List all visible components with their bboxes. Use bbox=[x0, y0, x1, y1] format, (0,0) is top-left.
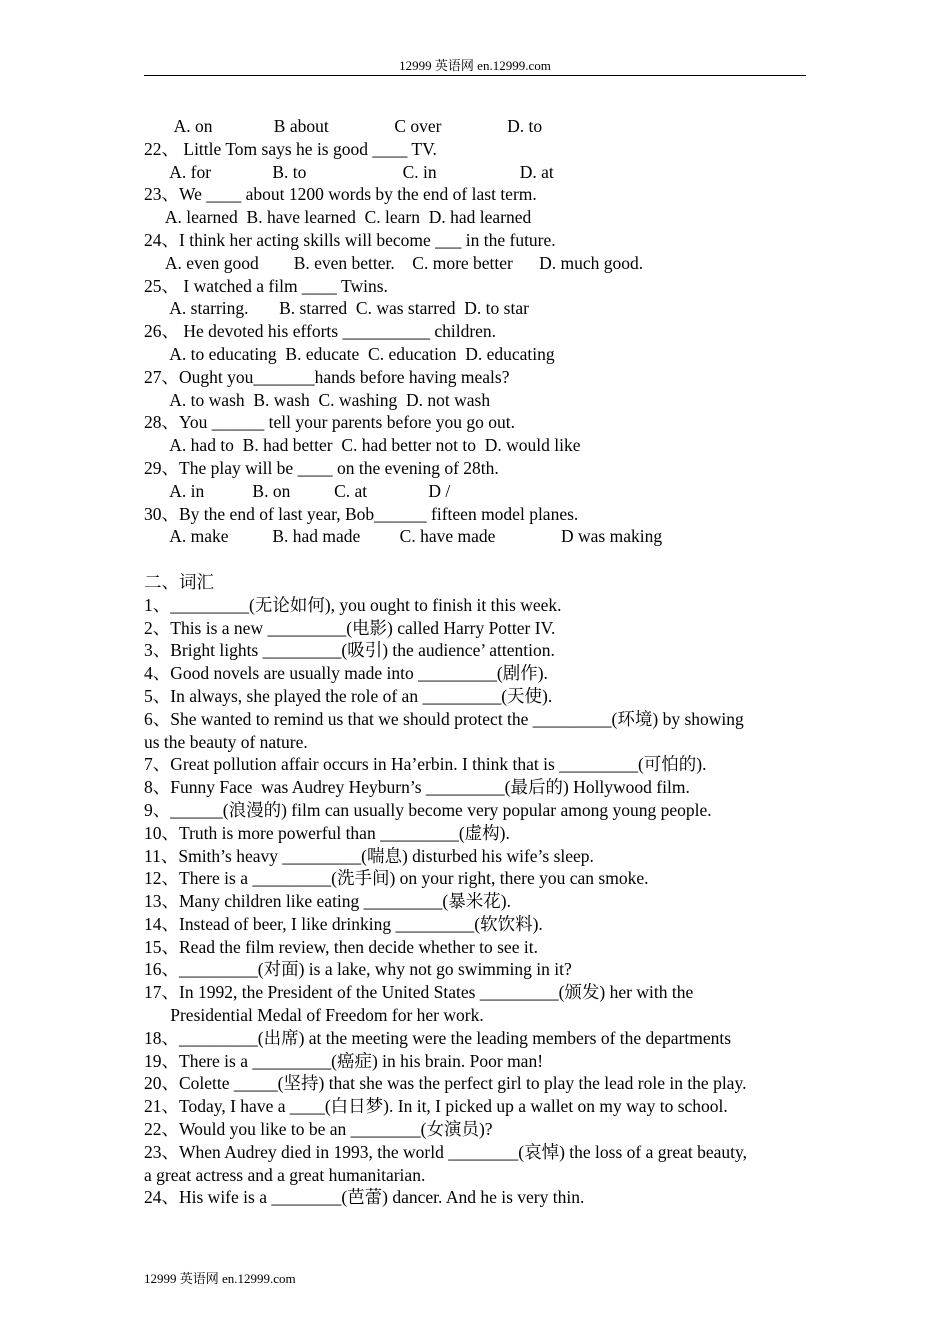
option-line: A. learned B. have learned C. learn D. had learned bbox=[144, 207, 532, 228]
question-line: 28、You ______ tell your parents before you go out. bbox=[144, 412, 516, 433]
vocab-line: us the beauty of nature. bbox=[144, 731, 308, 752]
vocab-line: 4、Good novels are usually made into _________(剧作). bbox=[144, 663, 548, 684]
vocab-line: 12、There is a _________(洗手间) on your right, there you can smoke. bbox=[144, 868, 649, 889]
vocab-line: 2、This is a new _________(电影) called Harry Potter IV. bbox=[144, 617, 556, 638]
option-line: A. for B. to C. in D. at bbox=[144, 161, 554, 182]
vocabulary-section bbox=[144, 571, 814, 1209]
vocab-line: 20、Colette _____(坚持) that she was the perfect girl to play the lead role in the play. bbox=[144, 1073, 747, 1094]
vocab-line: 9、______(浪漫的) film can usually become very popular among young people. bbox=[144, 799, 712, 820]
vocab-line: 16、_________(对面) is a lake, why not go swimming in it? bbox=[144, 959, 572, 980]
vocab-line: a great actress and a great humanitarian. bbox=[144, 1164, 426, 1185]
question-line: 22、 Little Tom says he is good ____ TV. bbox=[144, 138, 437, 159]
question-line: 23、We ____ about 1200 words by the end of last term. bbox=[144, 184, 537, 205]
option-line: A. on B about C over D. to bbox=[144, 116, 543, 136]
option-line: A. had to B. had better C. had better not to D. would like bbox=[144, 435, 581, 456]
vocab-line: 1、_________(无论如何), you ought to finish it this week. bbox=[144, 594, 562, 615]
section-spacer bbox=[144, 548, 814, 571]
option-line: A. in B. on C. at D / bbox=[144, 480, 451, 501]
vocab-line: 3、Bright lights _________(吸引) the audience’ attention. bbox=[144, 640, 555, 661]
vocab-line: 11、Smith’s heavy _________(喘息) disturbed his wife’s sleep. bbox=[144, 845, 594, 866]
option-line: A. to educating B. educate C. education D. educating bbox=[144, 343, 555, 364]
vocab-line: 8、Funny Face was Audrey Heyburn’s _________(最后的) Hollywood film. bbox=[144, 777, 690, 798]
document-body bbox=[144, 115, 814, 1209]
header-rule bbox=[144, 75, 806, 76]
vocab-line: 7、Great pollution affair occurs in Ha’erbin. I think that is _________(可怕的). bbox=[144, 754, 707, 775]
grammar-section bbox=[144, 115, 814, 548]
page-footer: 12999 英语网 en.12999.com bbox=[144, 1271, 296, 1286]
vocab-line: 14、Instead of beer, I like drinking _________(软饮料). bbox=[144, 913, 543, 934]
vocab-line: Presidential Medal of Freedom for her work. bbox=[144, 1005, 484, 1026]
vocab-line: 13、Many children like eating _________(暴米花). bbox=[144, 891, 511, 912]
vocab-line: 24、His wife is a ________(芭蕾) dancer. And he is very thin. bbox=[144, 1187, 585, 1208]
option-line: A. to wash B. wash C. washing D. not wash bbox=[144, 389, 491, 410]
page-header: 12999 英语网 en.12999.com bbox=[399, 58, 551, 73]
option-line: A. starring. B. starred C. was starred D. to star bbox=[144, 298, 529, 319]
vocab-line: 19、There is a _________(癌症) in his brain. Poor man! bbox=[144, 1050, 544, 1071]
question-line: 29、The play will be ____ on the evening of 28th. bbox=[144, 457, 499, 478]
question-line: 26、 He devoted his efforts __________ children. bbox=[144, 321, 497, 342]
vocab-line: 23、When Audrey died in 1993, the world ________(哀悼) the loss of a great beauty, bbox=[144, 1141, 747, 1162]
question-line: 25、 I watched a film ____ Twins. bbox=[144, 275, 388, 296]
vocab-line: 18、_________(出席) at the meeting were the leading members of the departments bbox=[144, 1027, 732, 1048]
vocab-line: 6、She wanted to remind us that we should protect the _________(环境) by showing bbox=[144, 708, 744, 729]
vocab-line: 15、Read the film review, then decide whether to see it. bbox=[144, 936, 538, 957]
vocab-line: 17、In 1992, the President of the United States _________(颁发) her with the bbox=[144, 982, 694, 1003]
question-line: 27、Ought you_______hands before having meals? bbox=[144, 366, 510, 387]
option-line: A. even good B. even better. C. more better D. much good. bbox=[144, 252, 644, 273]
section-heading: 二、词汇 bbox=[144, 571, 214, 592]
vocab-line: 22、Would you like to be an ________(女演员)? bbox=[144, 1119, 493, 1140]
vocab-line: 21、Today, I have a ____(白日梦). In it, I picked up a wallet on my way to school. bbox=[144, 1096, 728, 1117]
question-line: 30、By the end of last year, Bob______ fifteen model planes. bbox=[144, 503, 579, 524]
vocab-line: 5、In always, she played the role of an _________(天使). bbox=[144, 685, 553, 706]
question-line: 24、I think her acting skills will become ___ in the future. bbox=[144, 229, 556, 250]
vocab-line: 10、Truth is more powerful than _________(虚构). bbox=[144, 822, 510, 843]
option-line: A. make B. had made C. have made D was making bbox=[144, 526, 663, 547]
